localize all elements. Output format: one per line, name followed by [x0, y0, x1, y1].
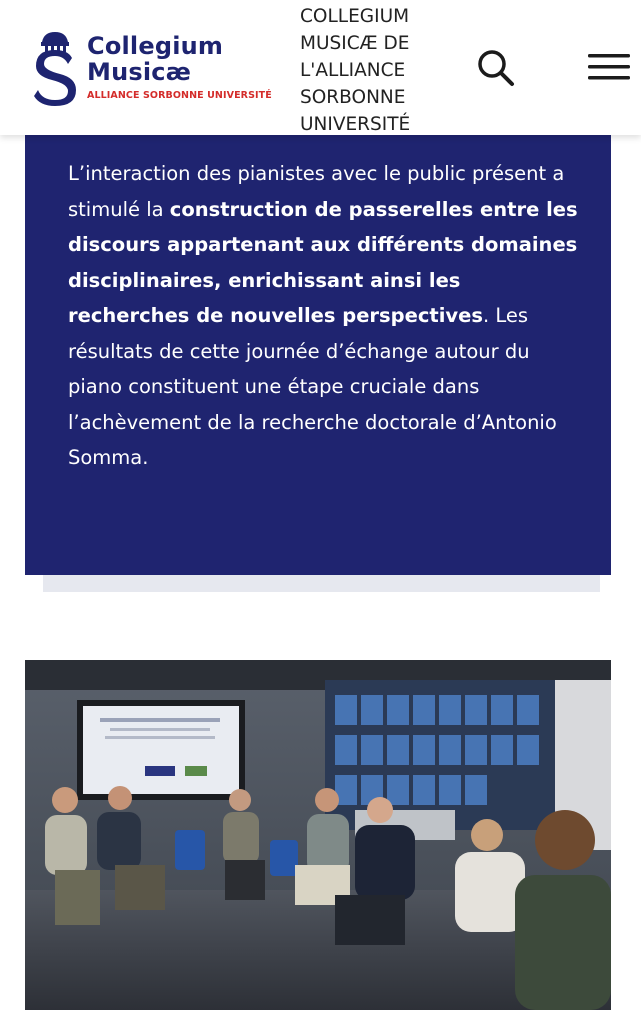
logo-text-musicae: Musicæ — [87, 58, 192, 86]
quote-text-part1: L’interaction des pianistes avec le public présent a stimulé la — [68, 162, 565, 221]
site-header — [0, 0, 641, 135]
hamburger-menu-icon — [588, 52, 630, 82]
event-photo-illustration — [25, 660, 611, 1010]
quote-text-bold: construction de passerelles entre les discours appartenant aux différents domaines disciplinaires, enrichissant ainsi les recherches de nouvelles perspectives — [68, 197, 578, 327]
site-title[interactable]: COLLEGIUM MUSICÆ DE L'ALLIANCE SORBONNE UNIVERSITÉ — [300, 6, 411, 135]
logo-text-collegium: Collegium — [87, 32, 224, 60]
site-logo[interactable] — [30, 28, 270, 108]
menu-button[interactable] — [588, 52, 630, 82]
logo-subtitle: ALLIANCE SORBONNE UNIVERSITÉ — [87, 90, 272, 101]
event-photo — [25, 660, 611, 1010]
search-icon — [476, 48, 516, 88]
logo-mark-icon — [30, 28, 80, 106]
quote-text — [68, 156, 578, 476]
search-button[interactable] — [476, 48, 516, 88]
quote-text-part2: . Les résultats de cette journée d’échange autour du piano constituent une étape cruciale dans l’achèvement de la recherche doctorale d’Antonio Somma. — [68, 304, 557, 469]
